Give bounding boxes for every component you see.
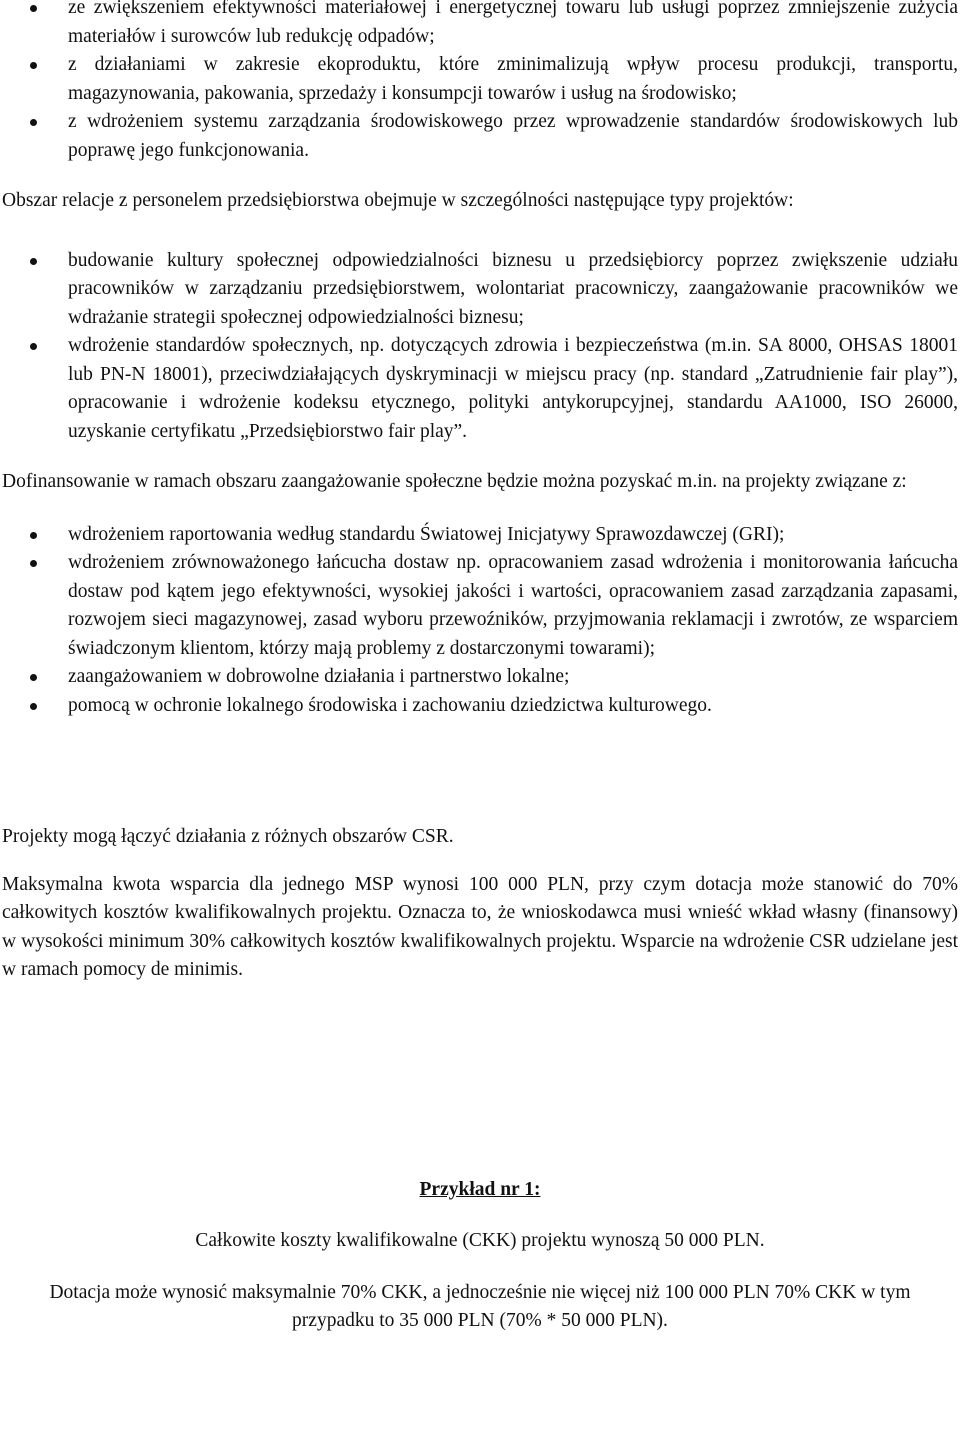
projects-paragraph: Projekty mogą łączyć działania z różnych obszarów CSR. (2, 826, 454, 847)
example-title (0, 1176, 960, 1205)
example-title-text: Przykład nr 1: (419, 1178, 541, 1200)
example-line-1: Całkowite koszty kwalifikowalne (CKK) projektu wynoszą 50 000 PLN. (195, 1230, 765, 1251)
list-item: wdrożenie standardów społecznych, np. dotyczących zdrowia i bezpieczeństwa (m.in. SA 8000, OHSAS 18001 lub PN-N 18001), przeciwdziałających dyskryminacji w miejscu pracy (np. standard „Zatrudnienie fair play”), opracowanie i wdrożenie kodeksu etycznego, polityki antykorupcyjnej, standardu AA1000, ISO 26000, uzyskanie certyfikatu „Przedsiębiorstwo fair play”. (0, 332, 960, 446)
funding-intro-paragraph: Dofinansowanie w ramach obszaru zaangażowanie społeczne będzie można pozyskać m.in. na projekty związane z: (2, 471, 907, 492)
list-item: pomocą w ochronie lokalnego środowiska i zachowaniu dziedzictwa kulturowego. (0, 692, 960, 721)
list-item: zaangażowaniem w dobrowolne działania i partnerstwo lokalne; (0, 663, 960, 692)
example-line-2: Dotacja może wynosić maksymalnie 70% CKK, a jednocześnie nie więcej niż 100 000 PLN 70% CKK w tym przypadku to 35 000 PLN (70% * 50 000 PLN). (49, 1281, 911, 1331)
social-bullet-list (0, 521, 960, 721)
environment-bullet-list (0, 0, 960, 165)
list-item: z działaniami w zakresie ekoproduktu, które zminimalizują wpływ procesu produkcji, transportu, magazynowania, pakowania, sprzedaży i konsumpcji towarów i usług na środowisko; (0, 51, 960, 108)
list-item: z wdrożeniem systemu zarządzania środowiskowego przez wprowadzenie standardów środowiskowych lub poprawę jego funkcjonowania. (0, 108, 960, 165)
personnel-intro-paragraph: Obszar relacje z personelem przedsiębiorstwa obejmuje w szczególności następujące typy projektów: (2, 190, 794, 211)
max-amount-paragraph: Maksymalna kwota wsparcia dla jednego MSP wynosi 100 000 PLN, przy czym dotacja może stanowić do 70% całkowitych kosztów kwalifikowalnych projektu. Oznacza to, że wnioskodawca musi wnieść wkład własny (finansowy) w wysokości minimum 30% całkowitych kosztów kwalifikowalnych projektu. Wsparcie na wdrożenie CSR udzielane jest w ramach pomocy de minimis. (2, 873, 958, 980)
list-item: wdrożeniem raportowania według standardu Światowej Inicjatywy Sprawozdawczej (GRI); (0, 521, 960, 550)
list-item: ze zwiększeniem efektywności materiałowej i energetycznej towaru lub usługi poprzez zmniejszenie zużycia materiałów i surowców lub redukcję odpadów; (0, 0, 960, 51)
list-item: budowanie kultury społecznej odpowiedzialności biznesu u przedsiębiorcy poprzez zwiększenie udziału pracowników w zarządzaniu przedsiębiorstwem, wolontariat pracowniczy, zaangażowanie pracowników we wdrażanie strategii społecznej odpowiedzialności biznesu; (0, 247, 960, 333)
list-item: wdrożeniem zrównoważonego łańcucha dostaw np. opracowaniem zasad wdrożenia i monitorowania łańcucha dostaw pod kątem jego efektywności, wysokiej jakości i wartości, opracowaniem zasad zarządzania zapasami, rozwojem sieci magazynowej, zasad wyboru przewoźników, przyjmowania reklamacji i zwrotów, ze wsparciem świadczonym klientom, którzy mają problemy z dostarczonymi towarami); (0, 549, 960, 663)
personnel-bullet-list (0, 247, 960, 447)
